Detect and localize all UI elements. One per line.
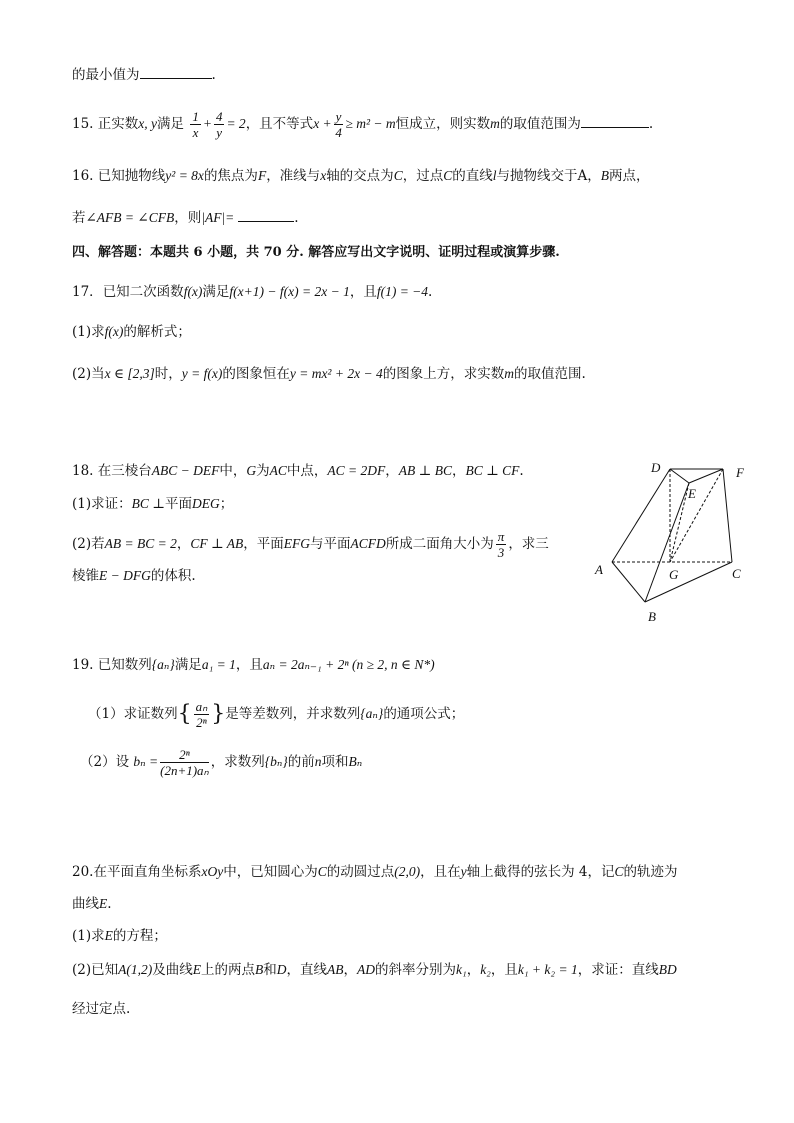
text: 上的两点 xyxy=(201,962,255,978)
math: EFG xyxy=(283,536,311,551)
edge-DE xyxy=(670,469,689,483)
text: 项和 xyxy=(321,754,349,770)
text: 的方程； xyxy=(112,928,167,944)
math: AD xyxy=(357,962,375,977)
text: 是等差数列，并求数列 xyxy=(225,706,361,722)
math: BD xyxy=(658,962,677,977)
text: 已知数列 xyxy=(97,657,152,673)
text: 的动圆过点 xyxy=(326,864,395,880)
text: 若 xyxy=(72,210,86,226)
text: 的图象恒在 xyxy=(222,366,290,382)
math: C xyxy=(317,864,327,879)
text: ，求数列 xyxy=(210,754,265,770)
text: 平面 xyxy=(164,496,192,512)
math: F xyxy=(257,168,267,183)
numerator: π xyxy=(497,529,505,544)
text: (1)求 xyxy=(72,928,105,944)
problem-17-part-1 xyxy=(72,322,191,342)
text: 中，已知圆心为 xyxy=(223,864,318,880)
problem-20 xyxy=(72,862,678,882)
edge-AB xyxy=(612,562,645,602)
text: 的取值范围为 xyxy=(499,116,581,132)
text: 的斜率分别为 xyxy=(375,962,456,978)
text: 的解析式； xyxy=(123,324,191,340)
text: ，平面 xyxy=(243,536,284,552)
math: Bₙ xyxy=(348,754,363,769)
problem-19 xyxy=(72,655,435,675)
math: n xyxy=(314,754,322,769)
problem-18-part-2 xyxy=(72,530,549,559)
problem-number: 18. xyxy=(72,463,94,479)
math: D xyxy=(276,962,287,977)
problem-19-part-2 xyxy=(80,748,362,777)
math: ≥ m² − m xyxy=(345,116,396,131)
math: E xyxy=(192,962,201,977)
frustum-figure xyxy=(590,455,762,630)
math: f(x) xyxy=(183,284,203,299)
text: (2)当 xyxy=(72,366,105,382)
problem-17 xyxy=(72,282,432,302)
math: AC = 2DF xyxy=(327,463,386,478)
text: 两点， xyxy=(608,168,650,184)
text: 的直线 xyxy=(452,168,493,184)
numerator: 4 xyxy=(215,109,223,124)
text: ； xyxy=(219,496,234,512)
text: 的通项公式； xyxy=(383,706,465,722)
math: B xyxy=(600,168,609,183)
text: 恒成立，则实数 xyxy=(395,116,491,132)
math: {aₙ} xyxy=(360,706,384,721)
text: 已知抛物线 xyxy=(97,168,166,184)
text: ， xyxy=(176,536,191,552)
text: 满足 xyxy=(157,116,185,132)
math: xOy xyxy=(201,864,224,879)
text: ，求三 xyxy=(508,536,549,552)
text: （1）求证数列 xyxy=(88,706,178,722)
text: ， xyxy=(466,962,481,978)
math: B xyxy=(255,962,264,977)
problem-20-line-end: 经过定点. xyxy=(72,1001,131,1017)
math: A(1,2) xyxy=(118,962,153,977)
problem-18-part-1 xyxy=(72,494,233,514)
math: C xyxy=(443,168,453,183)
label-D: D xyxy=(651,460,661,475)
problem-15 xyxy=(72,110,653,139)
problem-number: 20. xyxy=(72,864,94,880)
math: AB = BC = 2 xyxy=(104,536,177,551)
text: ， xyxy=(343,962,357,978)
math: E xyxy=(99,896,108,911)
text: 满足 xyxy=(202,284,230,300)
math: a₁ = 1 xyxy=(201,657,236,672)
text: 的焦点为 xyxy=(203,168,258,184)
text: 及曲线 xyxy=(152,962,193,978)
text: ，准线与 xyxy=(266,168,321,184)
text: 轴上截得的弦长为 4，记 xyxy=(466,864,615,880)
edge-FG xyxy=(670,469,723,562)
math: y xyxy=(460,864,467,879)
math: E − DFG xyxy=(99,568,151,583)
text: ，则 xyxy=(174,210,202,226)
text: 在平面直角坐标系 xyxy=(93,864,202,880)
math: m xyxy=(504,366,514,381)
denominator: 4 xyxy=(335,125,342,140)
fraction xyxy=(496,530,507,559)
section-heading: 四、解答题：本题共 6 小题，共 70 分. 解答应写出文字说明、证明过程或演算步骤. xyxy=(72,245,560,260)
problem-number: 17． xyxy=(72,284,103,300)
text: ，且 xyxy=(349,284,377,300)
math: aₙ = 2aₙ₋₁ + 2ⁿ (n ≥ 2, n ∈ N*) xyxy=(262,657,435,672)
fraction xyxy=(214,110,225,139)
problem-18-part-2-cont xyxy=(72,566,196,586)
text: 曲线 xyxy=(72,896,99,912)
math: DEG xyxy=(191,496,220,511)
text: . xyxy=(648,116,654,132)
problem-20-part-1 xyxy=(72,926,167,946)
text: ，过点 xyxy=(402,168,444,184)
edge-EG xyxy=(670,483,689,562)
text: 正实数 xyxy=(97,116,139,132)
numerator: y xyxy=(335,109,342,124)
fraction xyxy=(194,700,210,729)
text: ，且 xyxy=(490,962,518,978)
math: C xyxy=(393,168,403,183)
text: ， xyxy=(385,463,399,479)
math: f(x) xyxy=(104,324,124,339)
numerator: aₙ xyxy=(195,699,208,714)
text: 满足 xyxy=(174,657,202,673)
text: . xyxy=(107,896,112,912)
text: (2)若 xyxy=(72,536,105,552)
problem-17-part-2 xyxy=(72,364,586,384)
math: {bₙ} xyxy=(264,754,288,769)
fraction xyxy=(334,110,344,139)
text: （2）设 xyxy=(80,754,130,770)
fraction xyxy=(160,748,209,777)
math: k₁ xyxy=(456,962,467,977)
math: + xyxy=(202,116,212,131)
math: {aₙ} xyxy=(151,657,175,672)
math: ACFD xyxy=(350,536,386,551)
math: k₂ xyxy=(480,962,491,977)
label-E: E xyxy=(688,486,696,501)
math: k₁ + k₂ = 1 xyxy=(517,962,578,977)
text: ， xyxy=(451,463,466,479)
text: 的最小值为 xyxy=(72,67,140,83)
numerator: 2ⁿ xyxy=(160,748,209,763)
text: ，且不等式 xyxy=(245,116,314,132)
text: 的前 xyxy=(287,754,315,770)
text: 的图象上方，求实数 xyxy=(382,366,505,382)
math: AB xyxy=(327,962,344,977)
numerator: 1 xyxy=(192,109,199,124)
edge-AD xyxy=(612,469,670,562)
problem-number: 19. xyxy=(72,657,94,673)
math: y = f(x) xyxy=(181,366,223,381)
math: = 2 xyxy=(226,116,246,131)
math: x, y xyxy=(138,116,158,131)
denominator: y xyxy=(216,125,223,140)
text: . xyxy=(519,463,524,479)
math: l xyxy=(492,168,497,183)
math: y² = 8x xyxy=(165,168,204,183)
text: (1)求证： xyxy=(72,496,132,512)
text: 在三棱台 xyxy=(97,463,152,479)
edge-CF xyxy=(723,469,732,562)
text: 和 xyxy=(263,962,277,978)
text: 的取值范围. xyxy=(513,366,586,382)
text: 的轨迹为 xyxy=(623,864,678,880)
text: 为 xyxy=(256,463,270,479)
text: 的体积. xyxy=(150,568,196,584)
label-B: B xyxy=(648,609,656,624)
denominator: 2ⁿ xyxy=(196,715,207,730)
problem-20-part-2 xyxy=(72,960,677,980)
problem-18 xyxy=(72,461,524,481)
text: 中， xyxy=(219,463,247,479)
problem-20-line-2 xyxy=(72,894,112,914)
denominator: (2n+1)aₙ xyxy=(160,763,209,778)
math: CF ⊥ AB xyxy=(190,536,244,551)
problem-16 xyxy=(72,166,649,186)
text: ，且在 xyxy=(420,864,461,880)
text: 轴的交点为 xyxy=(326,168,394,184)
math: C xyxy=(614,864,624,879)
text: 时， xyxy=(154,366,182,382)
text: 中点， xyxy=(286,463,328,479)
text: ，直线 xyxy=(286,962,327,978)
label-A: A xyxy=(595,562,603,577)
text: 与平面 xyxy=(310,536,351,552)
text: 已知二次函数 xyxy=(102,284,184,300)
text: (1)求 xyxy=(72,324,105,340)
problem-number: 15. xyxy=(72,116,94,132)
math: (2,0) xyxy=(394,864,421,879)
math: y = mx² + 2x − 4 xyxy=(289,366,383,381)
answer-blank xyxy=(140,64,212,79)
problem-number: 16. xyxy=(72,168,94,184)
math: f(x+1) − f(x) = 2x − 1 xyxy=(229,284,350,299)
label-G: G xyxy=(669,567,679,582)
text: . xyxy=(294,210,299,226)
math: f(1) = −4 xyxy=(376,284,429,299)
math: m xyxy=(490,116,500,131)
math: x ∈ [2,3] xyxy=(104,366,155,381)
text: 棱锥 xyxy=(72,568,99,584)
text-line xyxy=(72,64,216,85)
denominator: 3 xyxy=(497,545,505,560)
math: x + xyxy=(313,116,332,131)
math: x xyxy=(320,168,327,183)
math: AB ⊥ BC xyxy=(398,463,452,478)
math: BC ⊥ xyxy=(131,496,165,511)
edge-EF xyxy=(689,469,723,483)
math: E xyxy=(104,928,113,943)
math: AC xyxy=(269,463,287,478)
fraction xyxy=(190,110,201,139)
math: BC ⊥ CF xyxy=(465,463,520,478)
answer-blank xyxy=(581,113,649,128)
math: G xyxy=(246,463,257,478)
answer-blank xyxy=(238,207,294,222)
text: ，求证：直线 xyxy=(577,962,659,978)
math: ∠AFB = ∠CFB xyxy=(85,210,175,225)
text: (2)已知 xyxy=(72,962,119,978)
text: ，且 xyxy=(235,657,263,673)
text: . xyxy=(428,284,433,300)
text: 所成二面角大小为 xyxy=(385,536,494,552)
label-F: F xyxy=(736,465,744,480)
problem-19-part-1: （1）求证数列{ $\frac{\text{aₙ}}{\text{2ⁿ}}$ }是等差数列，并求数列{aₙ}的通项公式； xyxy=(88,699,465,730)
problem-16-line-2 xyxy=(72,207,299,228)
text: 与抛物线交于A， xyxy=(496,168,601,184)
text: . xyxy=(211,67,216,83)
math: bₙ = xyxy=(133,754,159,769)
edge-BE xyxy=(645,483,689,602)
math: ABC − DEF xyxy=(151,463,220,478)
label-C: C xyxy=(732,566,741,581)
math: |AF|= xyxy=(201,210,235,225)
denominator: x xyxy=(192,125,199,140)
